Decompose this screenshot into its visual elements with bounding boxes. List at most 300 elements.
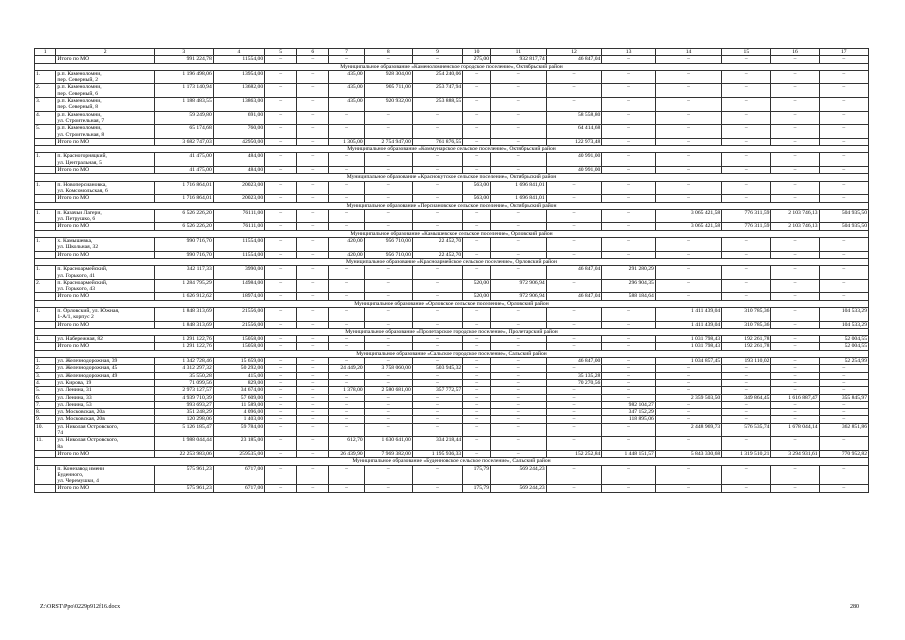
table-cell: 41 475,00: [154, 153, 213, 167]
table-row: [35, 336, 869, 343]
table-cell: –: [364, 266, 412, 280]
table-cell: 503 945,32: [412, 365, 462, 372]
table-cell: 1 319 510,21: [722, 450, 771, 457]
table-cell: 1 342 728,46: [154, 358, 213, 365]
table-cell: –: [771, 343, 819, 350]
total-row: [35, 343, 869, 350]
table-cell: –: [265, 372, 297, 379]
table-cell: 1 988 044,44: [154, 437, 213, 451]
table-cell: 46 847,04: [546, 266, 602, 280]
table-cell: [35, 485, 56, 492]
table-cell: 691,00: [213, 111, 264, 125]
table-cell: 5 843 330,68: [655, 450, 721, 457]
column-number: 11: [491, 49, 547, 56]
table-cell: 20023,00: [213, 195, 264, 202]
table-cell: –: [819, 465, 868, 485]
table-cell: –: [329, 401, 364, 408]
table-cell: 3 065 421,58: [655, 209, 721, 223]
table-cell: –: [722, 293, 771, 300]
table-cell: –: [722, 111, 771, 125]
table-cell: –: [771, 401, 819, 408]
table-cell: 76111,00: [213, 209, 264, 223]
table-cell: 420,00: [329, 238, 364, 252]
table-cell: –: [412, 465, 462, 485]
table-cell: Итого по МО: [56, 56, 154, 63]
table-cell: 40 991,00: [546, 167, 602, 174]
table-cell: –: [602, 358, 656, 365]
table-cell: 59 784,00: [213, 423, 264, 437]
table-cell: –: [329, 423, 364, 437]
table-cell: –: [722, 401, 771, 408]
column-number: 1: [35, 49, 56, 56]
table-cell: –: [297, 307, 329, 321]
table-cell: –: [364, 111, 412, 125]
table-cell: 175,79: [463, 485, 491, 492]
table-cell: –: [364, 307, 412, 321]
column-number: 15: [722, 49, 771, 56]
table-cell: 1 411 439,04: [655, 321, 721, 328]
table-cell: 11554,00: [213, 238, 264, 252]
table-cell: 21556,00: [213, 307, 264, 321]
table-cell: 59 249,80: [154, 111, 213, 125]
table-cell: –: [297, 450, 329, 457]
table-cell: 972 906,94: [491, 293, 547, 300]
table-cell: –: [463, 223, 491, 230]
table-cell: –: [655, 372, 721, 379]
table-cell: –: [491, 84, 547, 98]
table-cell: –: [297, 195, 329, 202]
table-cell: 334 218,44: [412, 437, 462, 451]
table-cell: –: [412, 336, 462, 343]
table-cell: –: [546, 223, 602, 230]
table-cell: 1.: [35, 307, 56, 321]
table-cell: 1 696 841,01: [491, 181, 547, 195]
municipality-header-row: [35, 146, 869, 153]
table-cell: –: [463, 321, 491, 328]
table-cell: –: [655, 416, 721, 423]
table-row: [35, 70, 869, 84]
table-cell: –: [491, 358, 547, 365]
table-cell: –: [297, 223, 329, 230]
table-cell: 34 674,00: [213, 387, 264, 394]
table-cell: ул. Николая Островского, 74: [56, 423, 154, 437]
table-cell: –: [655, 485, 721, 492]
column-number: 12: [546, 49, 602, 56]
table-cell: –: [602, 238, 656, 252]
table-cell: 11554,00: [213, 56, 264, 63]
table-cell: 569 244,23: [491, 465, 547, 485]
table-cell: Итого по МО: [56, 321, 154, 328]
table-cell: –: [297, 293, 329, 300]
table-row: [35, 266, 869, 280]
table-cell: 50 292,00: [213, 365, 264, 372]
table-cell: 1.: [35, 465, 56, 485]
table-cell: 2 973 127,57: [154, 387, 213, 394]
table-cell: –: [546, 238, 602, 252]
table-cell: –: [364, 125, 412, 139]
municipality-header-row: [35, 458, 869, 465]
table-cell: 253 747,94: [412, 84, 462, 98]
table-cell: 576 535,74: [722, 423, 771, 437]
table-cell: –: [297, 251, 329, 258]
table-cell: 420,00: [329, 251, 364, 258]
table-cell: 275,00: [463, 56, 491, 63]
table-cell: –: [412, 167, 462, 174]
table-cell: 435,00: [329, 70, 364, 84]
total-row: [35, 293, 869, 300]
table-cell: –: [265, 56, 297, 63]
municipality-name: Муниципальное образование «Коммунарское сельское поселение», Октябрьский район: [35, 146, 869, 153]
table-cell: –: [297, 84, 329, 98]
table-cell: –: [297, 485, 329, 492]
table-cell: –: [491, 379, 547, 386]
table-cell: 1.: [35, 70, 56, 84]
table-cell: 776 311,59: [722, 223, 771, 230]
table-cell: –: [265, 251, 297, 258]
table-cell: –: [771, 293, 819, 300]
table-cell: –: [546, 423, 602, 437]
table-cell: 1.: [35, 266, 56, 280]
table-cell: –: [722, 485, 771, 492]
table-cell: –: [722, 372, 771, 379]
table-cell: –: [265, 70, 297, 84]
table-cell: –: [771, 365, 819, 372]
table-row: [35, 181, 869, 195]
table-cell: –: [771, 98, 819, 112]
table-cell: 35 550,28: [154, 372, 213, 379]
table-cell: р.п. Каменоломни, ул. Строительная, 8: [56, 125, 154, 139]
table-cell: –: [722, 84, 771, 98]
table-cell: –: [602, 379, 656, 386]
table-cell: 3 758 060,00: [364, 365, 412, 372]
table-cell: 1 284 795,29: [154, 279, 213, 293]
table-cell: –: [329, 409, 364, 416]
table-cell: –: [771, 358, 819, 365]
column-number: 5: [265, 49, 297, 56]
table-cell: –: [491, 111, 547, 125]
table-body: [35, 49, 869, 493]
table-cell: –: [546, 409, 602, 416]
table-cell: 1.: [35, 238, 56, 252]
table-row: [35, 279, 869, 293]
table-cell: –: [491, 209, 547, 223]
table-cell: [35, 293, 56, 300]
table-cell: 1 378,00: [329, 387, 364, 394]
table-cell: –: [546, 307, 602, 321]
table-cell: –: [655, 125, 721, 139]
table-cell: –: [602, 153, 656, 167]
table-cell: 3990,00: [213, 266, 264, 280]
table-cell: 13863,00: [213, 98, 264, 112]
table-cell: –: [771, 111, 819, 125]
table-cell: –: [819, 111, 868, 125]
table-cell: 1 031 798,43: [655, 336, 721, 343]
table-cell: 3 065 421,58: [655, 223, 721, 230]
table-cell: 175,79: [463, 465, 491, 485]
table-cell: 1 034 857,45: [655, 358, 721, 365]
table-cell: 4 312 297,32: [154, 365, 213, 372]
table-cell: –: [265, 195, 297, 202]
table-cell: –: [329, 279, 364, 293]
table-cell: 1 696 841,01: [491, 195, 547, 202]
table-cell: –: [297, 321, 329, 328]
table-cell: –: [364, 181, 412, 195]
table-cell: –: [463, 365, 491, 372]
table-cell: 357 772,57: [412, 387, 462, 394]
table-cell: –: [722, 365, 771, 372]
table-cell: –: [655, 181, 721, 195]
table-cell: –: [297, 266, 329, 280]
table-cell: 1 411 439,04: [655, 307, 721, 321]
table-cell: –: [546, 416, 602, 423]
table-cell: –: [329, 266, 364, 280]
table-cell: –: [329, 416, 364, 423]
table-cell: –: [819, 266, 868, 280]
table-cell: –: [819, 181, 868, 195]
table-cell: 35 135,28: [546, 372, 602, 379]
table-cell: –: [491, 336, 547, 343]
table-cell: –: [364, 372, 412, 379]
table-cell: –: [771, 138, 819, 145]
table-cell: –: [722, 70, 771, 84]
table-cell: 484,00: [213, 167, 264, 174]
table-cell: 6717,00: [213, 465, 264, 485]
table-cell: –: [722, 437, 771, 451]
table-cell: –: [412, 125, 462, 139]
table-cell: –: [364, 394, 412, 401]
table-cell: –: [655, 84, 721, 98]
table-cell: 760,00: [213, 125, 264, 139]
table-cell: –: [771, 409, 819, 416]
municipality-header-row: [35, 328, 869, 335]
column-number: 9: [412, 49, 462, 56]
table-cell: 612,70: [329, 437, 364, 451]
table-cell: –: [722, 387, 771, 394]
table-cell: –: [771, 465, 819, 485]
table-cell: –: [463, 266, 491, 280]
table-cell: –: [655, 266, 721, 280]
table-cell: ул. Московская, 20а: [56, 409, 154, 416]
table-cell: [35, 167, 56, 174]
table-cell: 362 851,86: [819, 423, 868, 437]
table-cell: –: [602, 111, 656, 125]
table-cell: –: [602, 98, 656, 112]
table-cell: –: [819, 98, 868, 112]
table-cell: –: [412, 379, 462, 386]
table-cell: 776 311,59: [722, 209, 771, 223]
table-cell: ул. Ленина, 33: [56, 394, 154, 401]
table-cell: –: [655, 167, 721, 174]
table-cell: –: [655, 365, 721, 372]
table-cell: –: [546, 251, 602, 258]
table-cell: –: [819, 416, 868, 423]
total-row: [35, 251, 869, 258]
table-row: [35, 307, 869, 321]
table-cell: –: [655, 379, 721, 386]
table-cell: 22 452,70: [412, 238, 462, 252]
table-cell: –: [655, 409, 721, 416]
table-cell: –: [297, 423, 329, 437]
table-cell: 435,00: [329, 98, 364, 112]
table-cell: –: [329, 358, 364, 365]
table-cell: 152 252,84: [546, 450, 602, 457]
table-cell: 3 682 747,03: [154, 138, 213, 145]
table-row: [35, 365, 869, 372]
table-cell: –: [602, 125, 656, 139]
table-cell: –: [364, 336, 412, 343]
table-cell: –: [655, 279, 721, 293]
table-cell: 18974,00: [213, 293, 264, 300]
table-cell: –: [412, 321, 462, 328]
table-cell: п. Конезавод имени Буденного, ул. Черемушки, 4: [56, 465, 154, 485]
table-cell: 3.: [35, 372, 56, 379]
table-cell: 1 848 313,69: [154, 307, 213, 321]
table-cell: 342 117,33: [154, 266, 213, 280]
table-cell: –: [463, 111, 491, 125]
table-cell: –: [546, 195, 602, 202]
table-cell: –: [491, 70, 547, 84]
table-cell: –: [819, 125, 868, 139]
table-cell: 5.: [35, 387, 56, 394]
table-cell: –: [297, 238, 329, 252]
table-cell: –: [602, 387, 656, 394]
table-cell: –: [265, 365, 297, 372]
table-cell: –: [602, 251, 656, 258]
table-cell: –: [265, 387, 297, 394]
table-cell: –: [265, 293, 297, 300]
table-cell: 46 847,04: [546, 293, 602, 300]
table-cell: –: [265, 209, 297, 223]
table-cell: –: [265, 279, 297, 293]
table-cell: –: [491, 307, 547, 321]
table-row: [35, 401, 869, 408]
table-cell: –: [265, 238, 297, 252]
table-cell: 13954,00: [213, 70, 264, 84]
column-number: 10: [463, 49, 491, 56]
table-cell: 24 449,20: [329, 365, 364, 372]
table-cell: 4 096,00: [213, 409, 264, 416]
table-cell: –: [602, 195, 656, 202]
table-cell: 7 969 382,00: [364, 450, 412, 457]
table-row: [35, 372, 869, 379]
table-row: [35, 153, 869, 167]
table-cell: –: [364, 293, 412, 300]
table-cell: 1 173 140,94: [154, 84, 213, 98]
table-cell: –: [771, 181, 819, 195]
table-cell: –: [771, 336, 819, 343]
column-number: 13: [602, 49, 656, 56]
table-cell: –: [819, 84, 868, 98]
municipality-name: Муниципальное образование «Каменоломненское городское поселение», Октябрьский район: [35, 63, 869, 70]
table-cell: [35, 321, 56, 328]
table-cell: –: [265, 125, 297, 139]
table-cell: –: [722, 465, 771, 485]
table-cell: 351 248,29: [154, 409, 213, 416]
table-cell: –: [265, 450, 297, 457]
table-cell: 21556,00: [213, 321, 264, 328]
table-cell: –: [265, 84, 297, 98]
table-cell: 435,00: [329, 84, 364, 98]
table-cell: Итого по МО: [56, 223, 154, 230]
column-number: 3: [154, 49, 213, 56]
table-cell: –: [771, 387, 819, 394]
table-cell: –: [265, 98, 297, 112]
table-cell: –: [297, 98, 329, 112]
table-cell: 46 847,00: [546, 358, 602, 365]
table-cell: –: [297, 416, 329, 423]
table-cell: –: [297, 167, 329, 174]
table-row: [35, 84, 869, 98]
table-cell: –: [722, 238, 771, 252]
table-cell: 1 291 122,76: [154, 343, 213, 350]
table-cell: р.п. Каменоломни, пер. Северный, 2: [56, 70, 154, 84]
table-cell: Итого по МО: [56, 485, 154, 492]
table-cell: –: [602, 437, 656, 451]
table-cell: –: [297, 111, 329, 125]
table-cell: 588 184,64: [602, 293, 656, 300]
table-row: [35, 111, 869, 125]
table-cell: –: [364, 401, 412, 408]
table-cell: –: [364, 153, 412, 167]
table-cell: 2 754 947,00: [364, 138, 412, 145]
table-cell: –: [364, 195, 412, 202]
table-cell: –: [771, 70, 819, 84]
table-cell: 575 961,23: [154, 485, 213, 492]
table-cell: –: [819, 138, 868, 145]
table-cell: –: [265, 111, 297, 125]
table-cell: –: [602, 209, 656, 223]
table-cell: –: [602, 321, 656, 328]
capital-repair-table: [34, 48, 869, 493]
table-cell: –: [546, 394, 602, 401]
table-cell: –: [491, 98, 547, 112]
table-cell: –: [329, 56, 364, 63]
table-cell: –: [297, 409, 329, 416]
table-cell: 569 244,23: [491, 485, 547, 492]
table-cell: –: [297, 394, 329, 401]
table-cell: –: [412, 372, 462, 379]
table-cell: [35, 223, 56, 230]
table-cell: –: [546, 485, 602, 492]
table-cell: –: [412, 416, 462, 423]
table-cell: –: [771, 485, 819, 492]
file-path: Z:\ORST\Ppo\0229p912f16.docx: [40, 604, 121, 610]
table-cell: х. Камышевка, ул. Школьная, 32: [56, 238, 154, 252]
table-cell: 991 224,78: [154, 56, 213, 63]
table-cell: –: [491, 343, 547, 350]
table-cell: 15058,00: [213, 336, 264, 343]
table-cell: –: [463, 387, 491, 394]
table-cell: 11 589,00: [213, 401, 264, 408]
column-number: 6: [297, 49, 329, 56]
table-cell: –: [722, 416, 771, 423]
table-cell: п. Казачьи Лагери, ул. Петрушко, 6: [56, 209, 154, 223]
table-cell: 905 711,00: [364, 84, 412, 98]
table-row: [35, 416, 869, 423]
table-cell: –: [655, 293, 721, 300]
table-cell: –: [329, 223, 364, 230]
table-cell: 1 848 313,69: [154, 321, 213, 328]
table-cell: –: [463, 84, 491, 98]
table-cell: ул. Железнодорожная, 49: [56, 372, 154, 379]
table-cell: –: [412, 111, 462, 125]
table-cell: 1 195 936,33: [412, 450, 462, 457]
table-cell: ул. Кирова, 19: [56, 379, 154, 386]
table-cell: 761 876,55: [412, 138, 462, 145]
table-row: [35, 238, 869, 252]
municipality-name: Муниципальное образование «Камышевское сельское поселение», Орловский район: [35, 230, 869, 237]
table-cell: –: [463, 209, 491, 223]
